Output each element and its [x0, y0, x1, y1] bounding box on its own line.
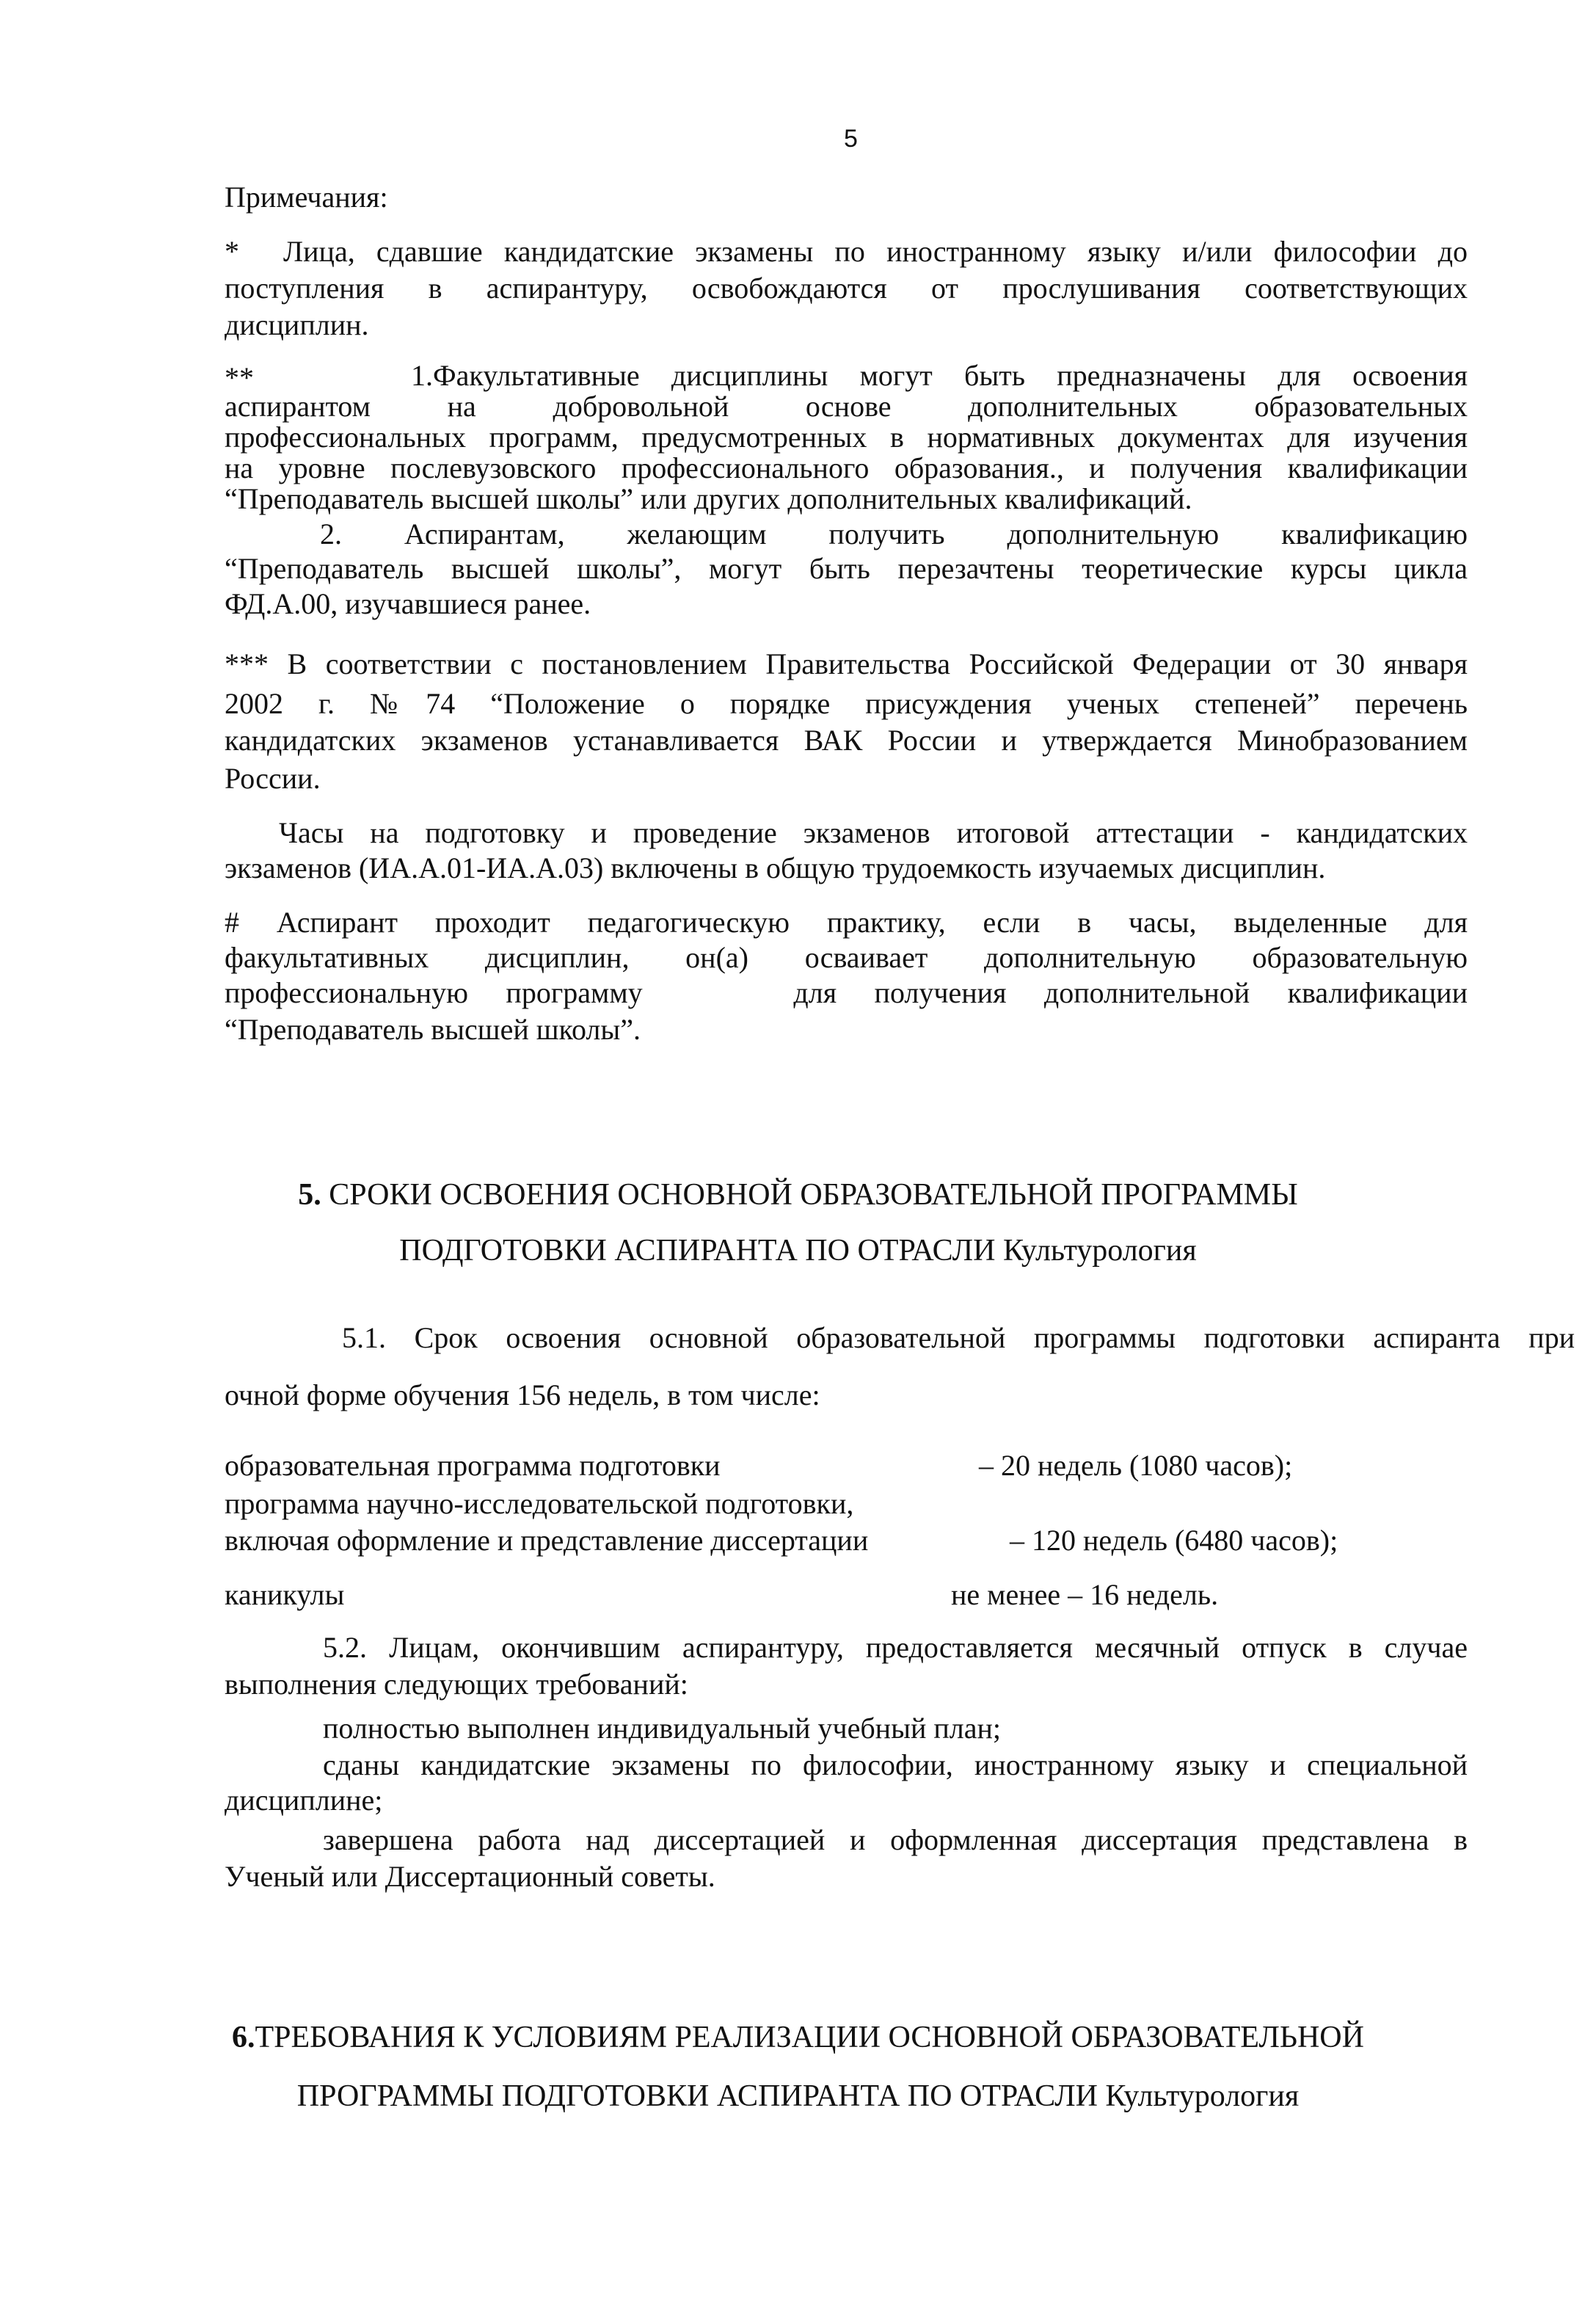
note1-line1: Лица, сдавшие кандидатские экзамены по иностранному языку и/или философии до — [283, 235, 1468, 268]
section5-p1-line2: очной форме обучения 156 недель, в том числе: — [225, 1378, 820, 1411]
section5-number: 5. — [298, 1178, 321, 1212]
section5-p2-line2: выполнения следующих требований: — [225, 1668, 688, 1701]
item-value: – 120 недель (6480 часов); — [1010, 1524, 1338, 1557]
item-label: образовательная программа подготовки — [225, 1449, 721, 1482]
requirement-2-line2: дисциплине; — [225, 1784, 383, 1817]
note4-line2: факультативных дисциплин, он(а) осваивает дополнительную образовательную — [225, 941, 1468, 974]
section6-heading-line1 — [0, 2020, 1596, 2055]
hours-note-line1: Часы на подготовку и проведение экзаменов итоговой аттестации - кандидатских — [279, 816, 1468, 849]
note2-line2: аспирантом на добровольной основе дополнительных образовательных — [225, 390, 1468, 423]
section6-title-line1: ТРЕБОВАНИЯ К УСЛОВИЯМ РЕАЛИЗАЦИИ ОСНОВНОЙ ОБРАЗОВАТЕЛЬНОЙ — [255, 2021, 1364, 2054]
item-value: не менее – 16 недель. — [951, 1578, 1219, 1611]
note3-line4: России. — [225, 762, 321, 795]
note3-line3: кандидатских экзаменов устанавливается ВАК России и утверждается Минобразованием — [225, 724, 1468, 757]
note3-line1: *** В соответствии с постановлением Правительства Российской Федерации от 30 января — [225, 647, 1468, 680]
note4-line4: “Преподаватель высшей школы”. — [225, 1013, 641, 1046]
requirement-1: полностью выполнен индивидуальный учебный план; — [323, 1712, 1002, 1745]
item-label: каникулы — [225, 1578, 345, 1611]
note2-marker: ** — [225, 361, 254, 394]
requirement-3-line1: завершена работа над диссертацией и оформленная диссертация представлена в — [323, 1823, 1468, 1856]
requirement-3-line2: Ученый или Диссертационный советы. — [225, 1860, 715, 1893]
page-number: 5 — [844, 125, 858, 153]
section5-title-line1: СРОКИ ОСВОЕНИЯ ОСНОВНОЙ ОБРАЗОВАТЕЛЬНОЙ ПРОГРАММЫ — [321, 1178, 1298, 1212]
note2-line4: на уровне послевузовского профессионального образования., и получения квалификации — [225, 451, 1468, 484]
note2-line7: “Преподаватель высшей школы”, могут быть перезачтены теоретические курсы цикла — [225, 552, 1468, 585]
note4-line1: # Аспирант проходит педагогическую практику, если в часы, выделенные для — [225, 906, 1468, 939]
note2-line5: “Преподаватель высшей школы” или других дополнительных квалификаций. — [225, 482, 1192, 515]
item-label: программа научно-исследовательской подготовки, — [225, 1487, 854, 1520]
notes-title: Примечания: — [225, 181, 388, 214]
note1-line2: поступления в аспирантуру, освобождаются от прослушивания соответствующих — [225, 272, 1468, 305]
section6-heading-line2: ПРОГРАММЫ ПОДГОТОВКИ АСПИРАНТА ПО ОТРАСЛИ Культурология — [296, 2079, 1300, 2113]
item-label: включая оформление и представление диссертации — [225, 1524, 869, 1557]
requirement-2-line1: сданы кандидатские экзамены по философии, иностранному языку и специальной — [323, 1748, 1468, 1781]
note1-line3: дисциплин. — [225, 308, 369, 341]
note2-line1: 1.Факультативные дисциплины могут быть предназначены для освоения — [411, 359, 1468, 392]
note4-line3: профессиональную программу для получения дополнительной квалификации — [225, 976, 1468, 1009]
note2-line8: ФД.А.00, изучавшиеся ранее. — [225, 587, 591, 620]
section5-heading-line2: ПОДГОТОВКИ АСПИРАНТА ПО ОТРАСЛИ Культурология — [399, 1234, 1197, 1268]
note2-line3: профессиональных программ, предусмотренных в нормативных документах для изучения — [225, 421, 1468, 454]
item-value: – 20 недель (1080 часов); — [979, 1449, 1293, 1482]
note2-line6: 2. Аспирантам, желающим получить дополнительную квалификацию — [320, 517, 1468, 550]
section6-number: 6. — [232, 2021, 255, 2054]
hours-note-line2: экзаменов (ИА.А.01-ИА.А.03) включены в общую трудоемкость изучаемых дисциплин. — [225, 851, 1326, 884]
note3-line2: 2002 г. №74 “Положение о порядке присуждения ученых степеней” перечень — [225, 687, 1468, 720]
section5-p2-line1: 5.2. Лицам, окончившим аспирантуру, предоставляется месячный отпуск в случае — [323, 1631, 1468, 1664]
note1-marker: * — [225, 235, 239, 268]
section5-p1-line1: 5.1. Срок освоения основной образовательной программы подготовки аспиранта при — [342, 1321, 1575, 1354]
section5-heading-line1 — [0, 1177, 1596, 1213]
